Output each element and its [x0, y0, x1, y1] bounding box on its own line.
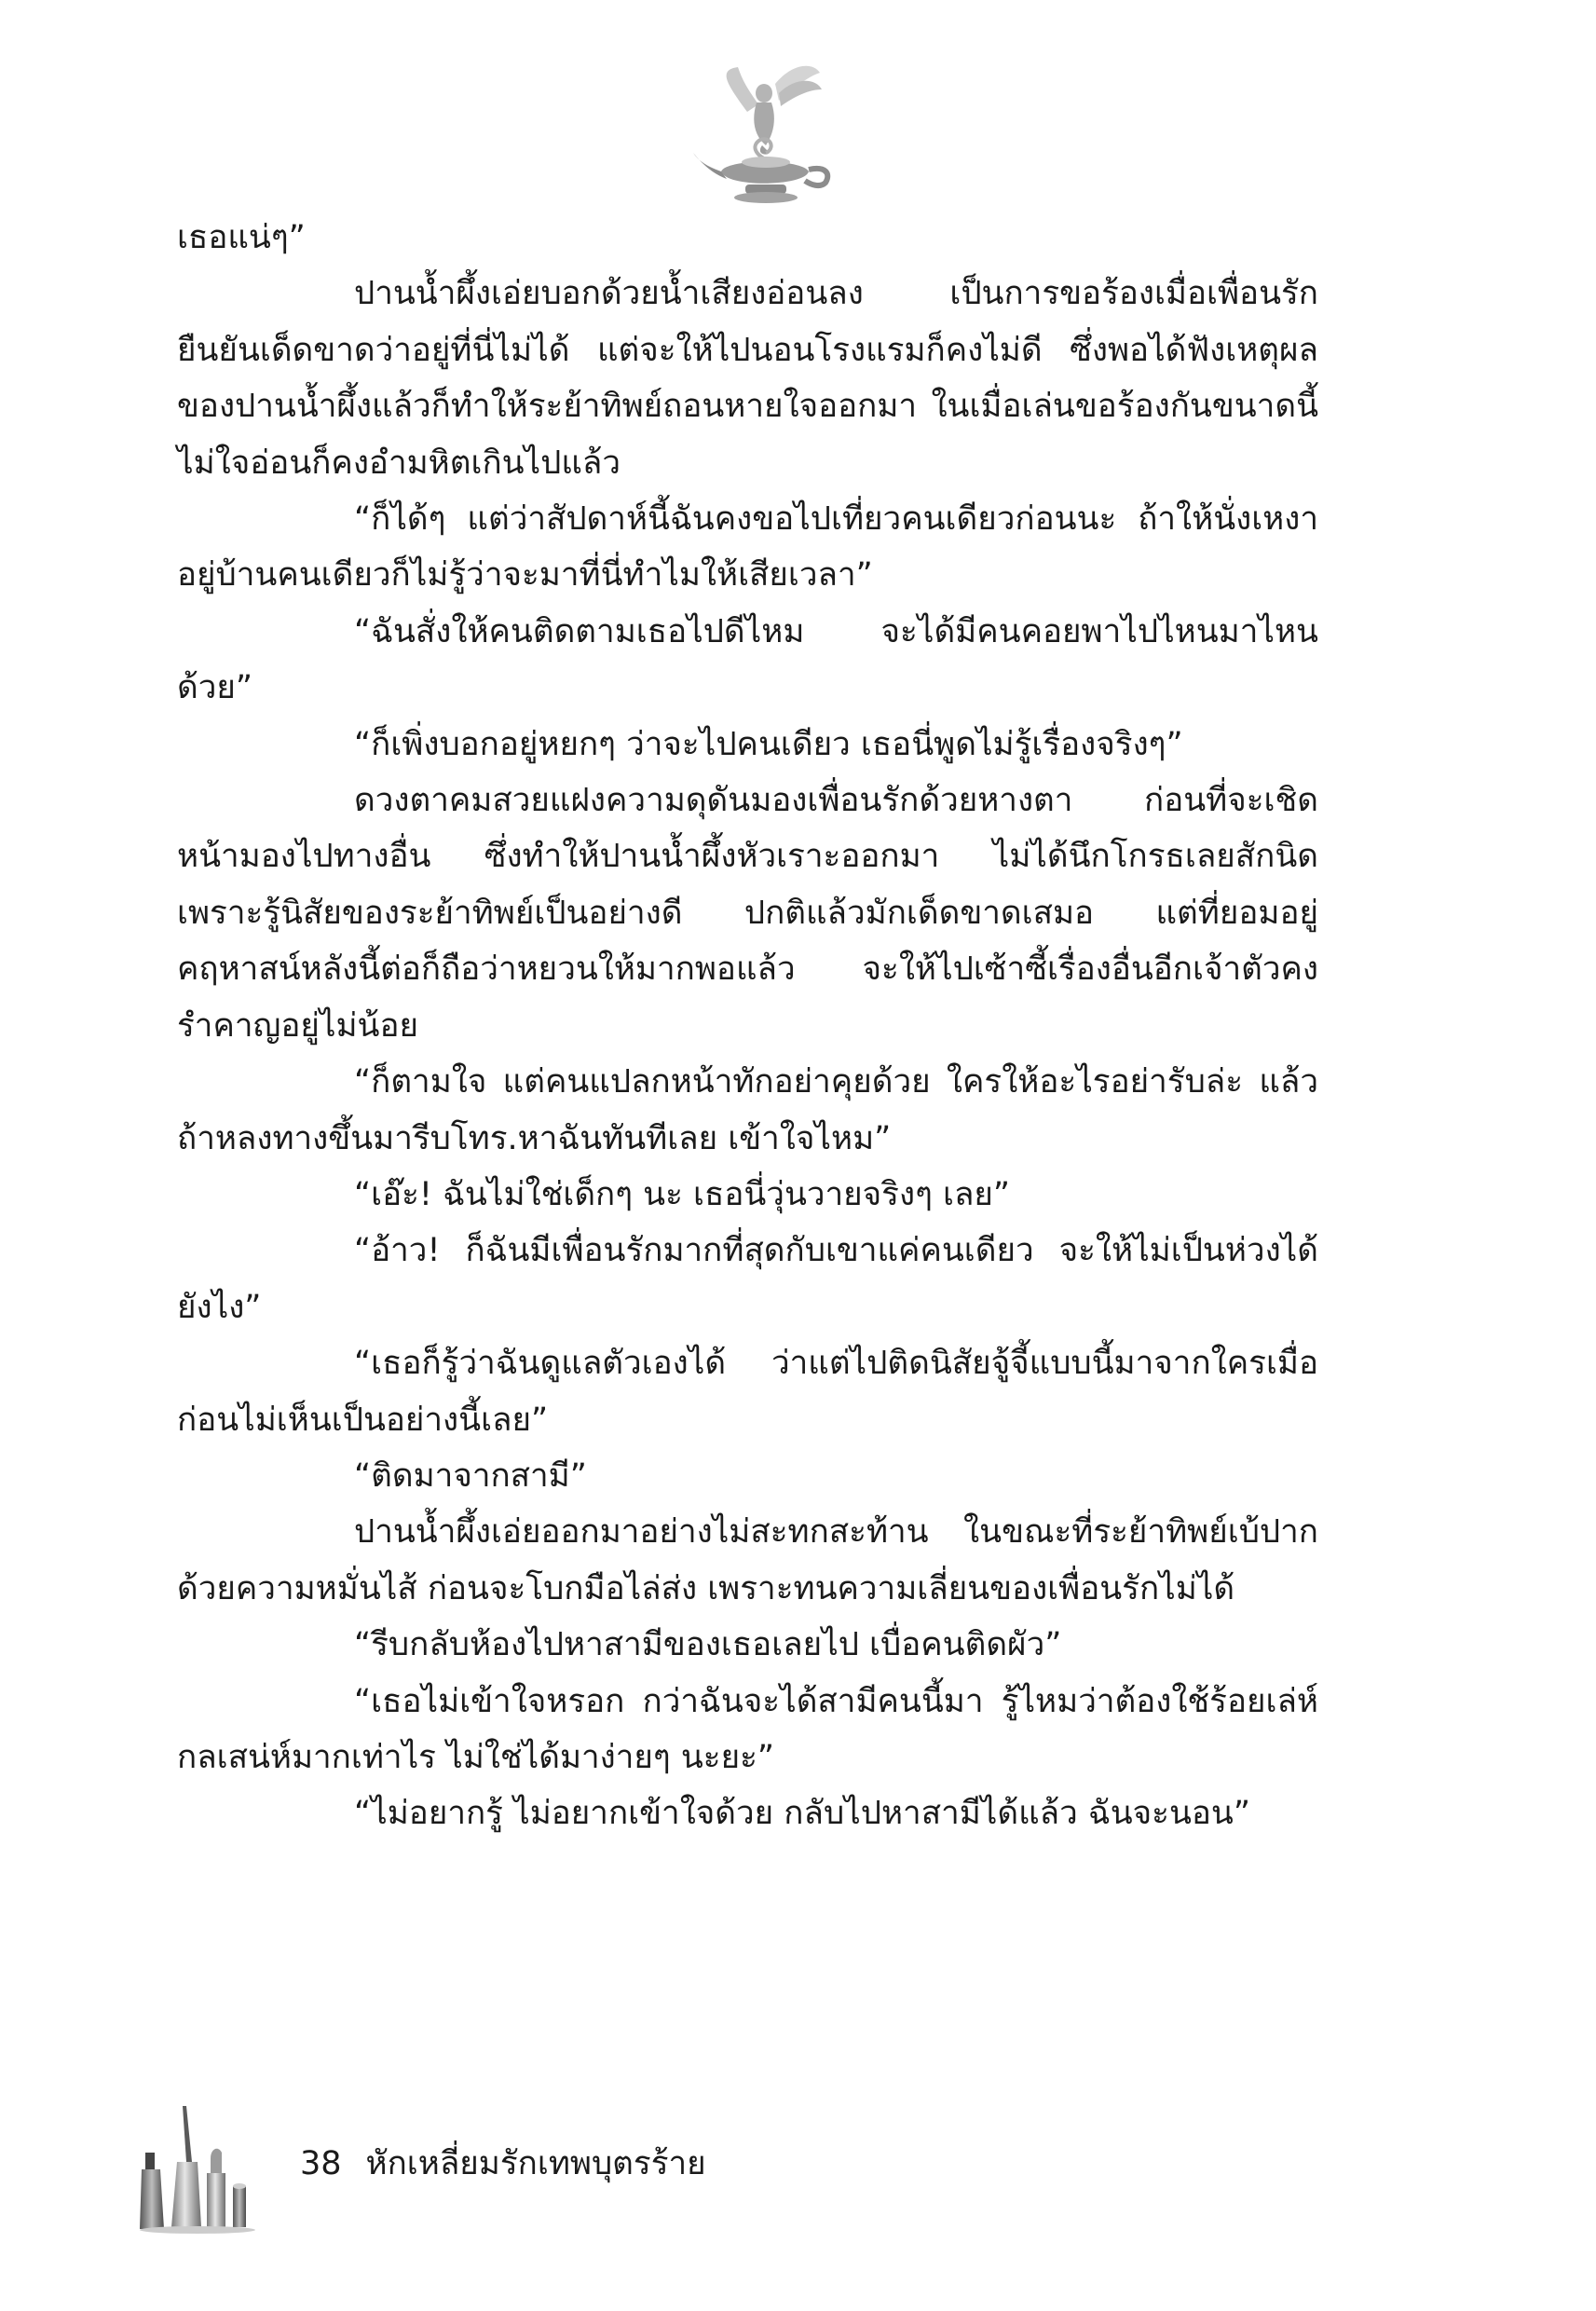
paragraph: “ก็ตามใจ แต่คนแปลกหน้าทักอย่าคุยด้วย ใครให้อะไรอย่ารับล่ะ แล้วถ้าหลงทางขึ้นมารีบโทร.หาฉันทันทีเลย เข้าใจไหม”	[177, 1063, 1318, 1157]
paragraph: “ก็ได้ๆ แต่ว่าสัปดาห์นี้ฉันคงขอไปเที่ยวคนเดียวก่อนนะ ถ้าให้นั่งเหงาอยู่บ้านคนเดียวก็ไม่รู้ว่าจะมาที่นี่ทำไมให้เสียเวลา”	[177, 500, 1318, 595]
paragraph: “รีบกลับห้องไปหาสามีของเธอเลยไป เบื่อคนติดผัว”	[354, 1626, 1062, 1664]
paragraph: เธอแน่ๆ”	[177, 219, 306, 256]
paragraph: “อ้าว! ก็ฉันมีเพื่อนรักมากที่สุดกับเขาแค่คนเดียว จะให้ไม่เป็นห่วงได้ยังไง”	[177, 1232, 1318, 1326]
paragraph: “ไม่อยากรู้ ไม่อยากเข้าใจด้วย กลับไปหาสามีได้แล้ว ฉันจะนอน”	[354, 1795, 1250, 1833]
page-footer	[300, 2143, 730, 2184]
paragraph: “เธอก็รู้ว่าฉันดูแลตัวเองได้ ว่าแต่ไปติดนิสัยจู้จี้แบบนี้มาจากใครเมื่อก่อนไม่เห็นเป็นอย่างนี้เลย”	[177, 1345, 1318, 1439]
angel-teapot-icon	[689, 56, 839, 214]
paragraph: “เธอไม่เข้าใจหรอก กว่าฉันจะได้สามีคนนี้มา รู้ไหมว่าต้องใช้ร้อยเล่ห์กลเสน่ห์มากเท่าไร ไม่ใช่ได้มาง่ายๆ นะยะ”	[177, 1682, 1318, 1776]
paragraph: “เอ๊ะ! ฉันไม่ใช่เด็กๆ นะ เธอนี่วุ่นวายจริงๆ เลย”	[354, 1175, 1011, 1213]
page-number: 38	[300, 2145, 342, 2182]
paragraph: ปานน้ำผึ้งเอ่ยบอกด้วยน้ำเสียงอ่อนลง เป็นการขอร้องเมื่อเพื่อนรักยืนยันเด็ดขาดว่าอยู่ที่นี่ไม่ได้ แต่จะให้ไปนอนโรงแรมก็คงไม่ดี ซึ่งพอได้ฟังเหตุผลของปานน้ำผึ้งแล้วก็ทำให้ระย้าทิพย์ถอนหายใจออกมา ในเมื่อเล่นขอร้องกันขนาดนี้ ไม่ใจอ่อนก็คงอำมหิตเกินไปแล้ว	[177, 275, 1318, 482]
paragraph: ดวงตาคมสวยแฝงความดุดันมองเพื่อนรักด้วยหางตา ก่อนที่จะเชิดหน้ามองไปทางอื่น ซึ่งทำให้ปานน้ำผึ้งหัวเราะออกมา ไม่ได้นึกโกรธเลยสักนิด เพราะรู้นิสัยของระย้าทิพย์เป็นอย่างดี ปกติแล้วมักเด็ดขาดเสมอ แต่ที่ยอมอยู่คฤหาสน์หลังนี้ต่อก็ถือว่าหยวนให้มากพอแล้ว จะให้ไปเซ้าซี้เรื่องอื่นอีกเจ้าตัวคงรำคาญอยู่ไม่น้อย	[177, 782, 1318, 1045]
paragraph: “ฉันสั่งให้คนติดตามเธอไปดีไหม จะได้มีคนคอยพาไปไหนมาไหนด้วย”	[177, 612, 1318, 707]
paragraph: “ก็เพิ่งบอกอยู่หยกๆ ว่าจะไปคนเดียว เธอนี่พูดไม่รู้เรื่องจริงๆ”	[354, 725, 1183, 763]
cosmetics-icon	[140, 2097, 280, 2236]
body-text	[177, 210, 1318, 1842]
paragraph: ปานน้ำผึ้งเอ่ยออกมาอย่างไม่สะทกสะท้าน ในขณะที่ระย้าทิพย์เบ้ปากด้วยความหมั่นไส้ ก่อนจะโบกมือไล่ส่ง เพราะทนความเลี่ยนของเพื่อนรักไม่ได้	[177, 1513, 1318, 1607]
paragraph: “ติดมาจากสามี”	[354, 1456, 587, 1495]
book-title: หักเหลี่ยมรักเทพบุตรร้าย	[365, 2145, 706, 2182]
